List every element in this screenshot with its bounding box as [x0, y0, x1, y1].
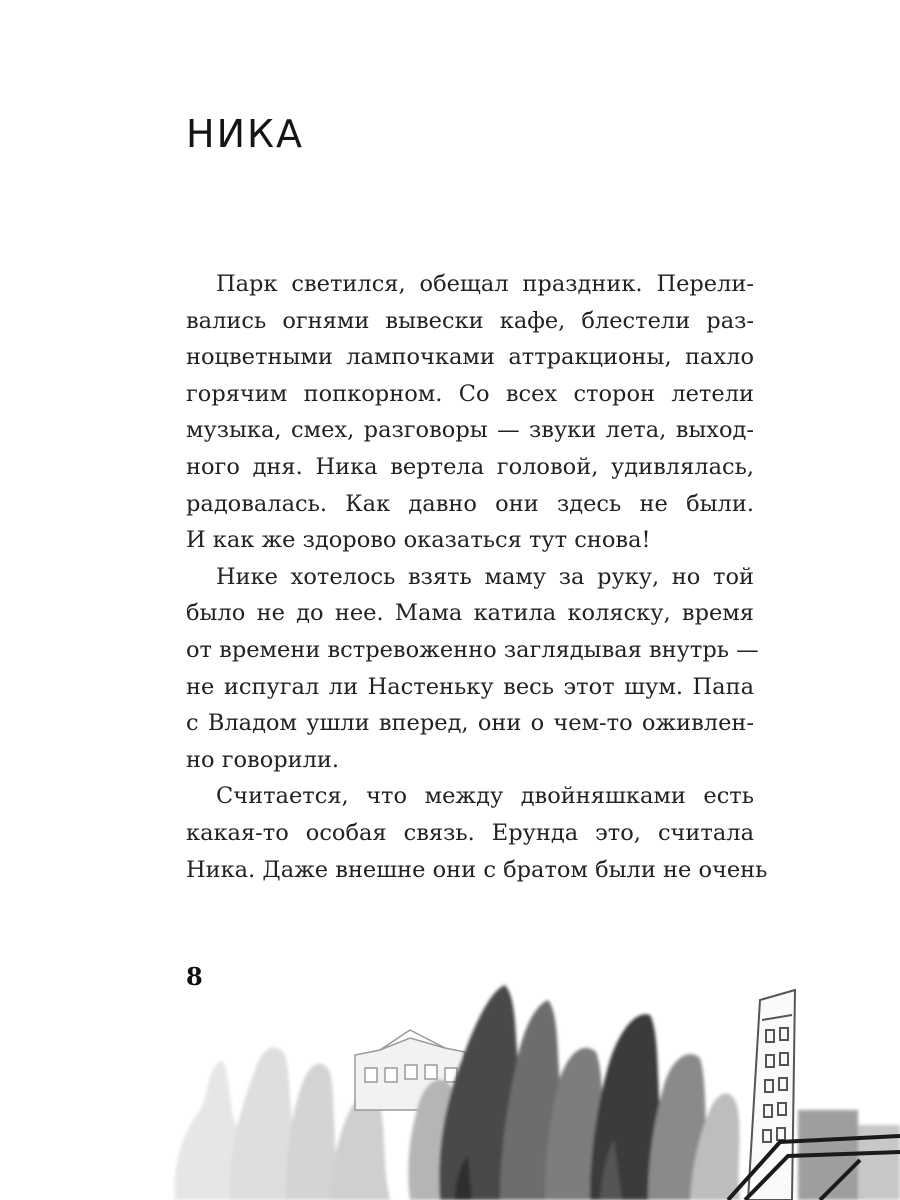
text-line: но говорили.	[186, 746, 340, 773]
text-line: не испугал ли Настеньку весь этот шум. Папа	[186, 673, 754, 700]
text-line: горячим попкорном. Со всех сторон летели	[186, 380, 754, 407]
text-line: музыка, смех, разговоры — звуки лета, выход-	[186, 417, 754, 444]
text-line: ноцветными лампочками аттракционы, пахло	[186, 344, 754, 371]
page-number: 8	[186, 962, 203, 991]
text-line: с Владом ушли вперед, они о чем-то оживлен-	[186, 710, 754, 737]
foreground-trees	[408, 985, 740, 1200]
text-line: какая-то особая связь. Ерунда это, считала	[186, 819, 754, 846]
text-line: ного дня. Ника вертела головой, удивлялась,	[186, 453, 754, 480]
text-line: И как же здорово оказаться тут снова!	[186, 527, 651, 554]
text-line: было не до нее. Мама катила коляску, время	[186, 600, 754, 627]
text-line: радовалась. Как давно они здесь не были.	[186, 490, 754, 517]
body-text	[186, 266, 768, 888]
park-skyline-illustration	[0, 960, 900, 1200]
text-line: Нике хотелось взять маму за руку, но той	[216, 563, 754, 590]
text-line: Считается, что между двойняшками есть	[216, 783, 754, 810]
text-line: Парк светился, обещал праздник. Перели-	[216, 271, 754, 297]
chapter-title: НИКА	[186, 112, 304, 156]
text-line: Ника. Даже внешне они с братом были не очень	[186, 856, 768, 883]
text-line: от времени встревоженно заглядывая внутрь —	[186, 636, 759, 663]
text-line: вались огнями вывески кафе, блестели раз-	[186, 307, 754, 334]
